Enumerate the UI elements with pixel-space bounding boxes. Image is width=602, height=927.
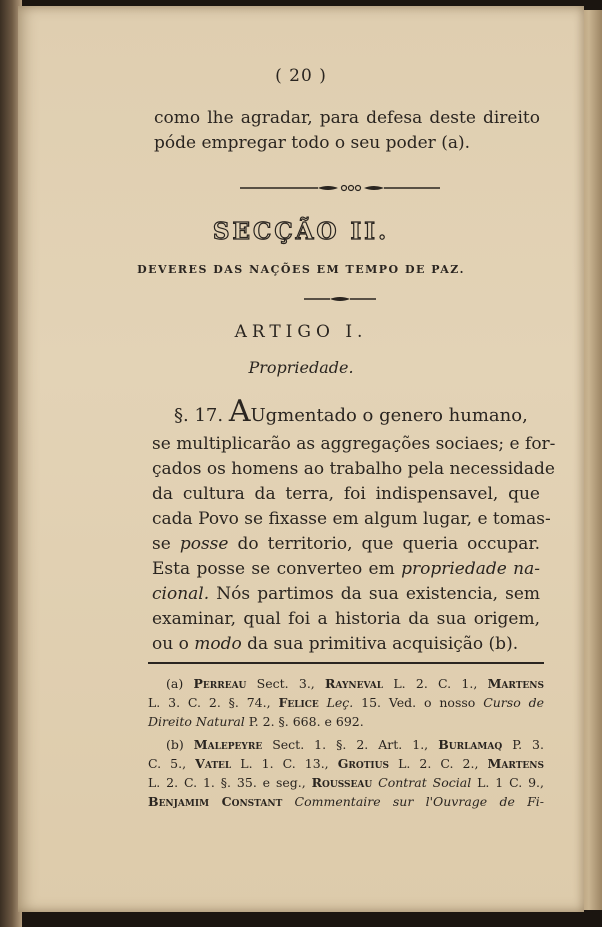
paragraph-line: examinar, qual foi a historia da sua origem,	[152, 609, 540, 629]
footnote-a-line	[148, 693, 544, 712]
author-name: Felice	[278, 695, 319, 710]
paragraph-line	[152, 582, 540, 606]
paragraph-line-1	[174, 394, 528, 429]
paragraph-line: cada Povo se fixasse em algum lugar, e tomas-	[152, 509, 551, 529]
italic-term: modo	[194, 634, 242, 654]
citation-text: C. 5.,	[148, 756, 187, 771]
work-title: Curso de	[483, 695, 544, 710]
footnote-a-line	[166, 674, 544, 693]
citation-text: 15. Ved. o nosso	[361, 695, 476, 710]
footnote-b-line	[148, 773, 544, 792]
author-name: Martens	[487, 756, 544, 771]
italic-term: posse	[179, 534, 229, 554]
text-fragment: se	[152, 534, 171, 554]
author-name: Rayneval	[325, 676, 384, 691]
drop-cap: A	[228, 394, 251, 429]
work-title: Direito Natural	[148, 714, 245, 729]
author-name: Vatel	[195, 756, 232, 771]
author-name: Benjamim Constant	[148, 794, 283, 809]
section-title: SECÇÃO II.	[212, 218, 390, 245]
paragraph-marker: §. 17.	[174, 405, 224, 426]
citation-text: L. 2. C. 2.,	[398, 756, 479, 771]
book-page	[18, 6, 584, 912]
citation-text: P. 2. §. 668. e 692.	[248, 714, 364, 729]
paragraph-line: çados os homens ao trabalho pela necessidade	[152, 459, 555, 479]
citation-text: L. 1. C. 13.,	[240, 756, 329, 771]
author-name: Burlamaq	[438, 737, 503, 752]
text-fragment: Esta posse se converteo em	[152, 559, 395, 579]
work-title: Commentaire sur l'Ouvrage de Fi-	[294, 794, 544, 809]
page-number: ( 20 )	[275, 66, 327, 86]
article-subject: Propriedade.	[248, 358, 354, 377]
italic-term: cional.	[152, 584, 210, 604]
section-subtitle: DEVERES DAS NAÇÕES EM TEMPO DE PAZ.	[137, 263, 465, 276]
text-line: póde empregar todo o seu poder (a).	[154, 133, 471, 153]
work-title: Leç.	[326, 695, 354, 710]
footnote-a-line	[148, 712, 364, 731]
text-line: como lhe agradar, para defesa deste direito	[154, 108, 540, 128]
citation-text: Sect. 3.,	[256, 676, 315, 691]
text-fragment: Nós partimos da sua existencia, sem	[216, 584, 541, 604]
footnote-b-line	[148, 754, 544, 773]
author-name: Perreau	[193, 676, 247, 691]
paragraph-line	[152, 632, 518, 656]
paragraph-line: da cultura da terra, foi indispensavel, que	[152, 484, 540, 504]
citation-text: Sect. 1. §. 2. Art. 1.,	[272, 737, 429, 752]
footnote-b-line	[166, 735, 544, 754]
citation-text: L. 2. C. 1. §. 35. e seg.,	[148, 775, 306, 790]
footnote-label: (b)	[166, 737, 184, 752]
footnote-label: (a)	[166, 676, 184, 691]
ornamental-rule-top	[240, 182, 440, 194]
author-name: Martens	[487, 676, 544, 691]
italic-term: propriedade na-	[401, 559, 540, 579]
author-name: Malepeyre	[193, 737, 263, 752]
citation-text: L. 2. C. 1.,	[393, 676, 478, 691]
work-title: Contrat Social	[378, 775, 472, 790]
footnote-rule	[148, 662, 544, 664]
footnote-b-line	[148, 792, 544, 811]
article-title: ARTIGO I.	[234, 322, 368, 342]
paragraph-line	[152, 557, 540, 581]
paragraph-line	[152, 532, 540, 556]
text-fragment: do territorio, que queria occupar.	[237, 534, 541, 554]
ornamental-rule-small	[304, 294, 376, 304]
text-fragment: ou o	[152, 634, 189, 654]
text-fragment: da sua primitiva acquisição (b).	[247, 634, 519, 654]
author-name: Grotius	[337, 756, 389, 771]
author-name: Rousseau	[311, 775, 373, 790]
citation-text: L. 1 C. 9.,	[477, 775, 544, 790]
citation-text: L. 3. C. 2. §. 74.,	[148, 695, 271, 710]
paragraph-line: se multiplicarão as aggregações sociaes; e for-	[152, 434, 556, 454]
citation-text: P. 3.	[512, 737, 544, 752]
text-fragment: Ugmentado o genero humano,	[250, 405, 528, 426]
